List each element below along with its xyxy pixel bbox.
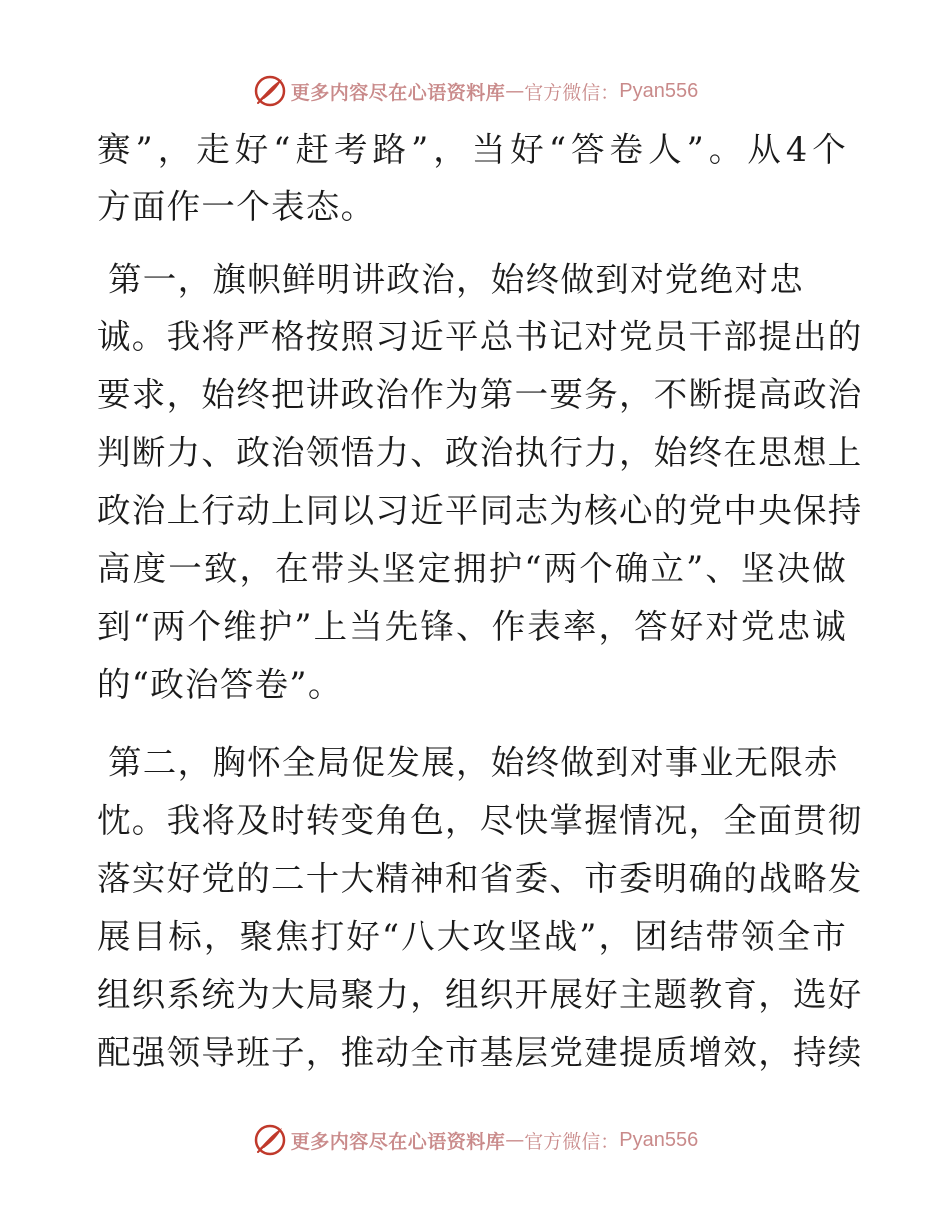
paragraph-heading-line: 第二，胸怀全局促发展，始终做到对事业无限赤 <box>108 743 839 782</box>
body-line: 组织系统为大局聚力，组织开展好主题教育，选好 <box>97 975 863 1014</box>
watermark-site-text: 更多内容尽在心语资料库 <box>290 1130 506 1153</box>
body-line: 忱。我将及时转变角色，尽快掌握情况，全面贯彻 <box>97 801 863 840</box>
body-line: 高度一致，在带头坚定拥护“两个确立”、坚决做 <box>97 549 847 588</box>
body-line: 要求，始终把讲政治作为第一要务，不断提高政治 <box>97 375 863 414</box>
body-line: 展目标，聚焦打好“八大攻坚战”，团结带领全市 <box>97 917 847 956</box>
body-line: 配强领导班子，推动全市基层党建提质增效，持续 <box>97 1033 863 1072</box>
body-line: 政治上行动上同以习近平同志为核心的党中央保持 <box>97 491 863 530</box>
body-line: 方面作一个表态。 <box>97 187 376 226</box>
body-line: 到“两个维护”上当先锋、作表率，答好对党忠诚 <box>97 607 847 646</box>
body-line: 落实好党的二十大精神和省委、市委明确的战略发 <box>97 859 863 898</box>
body-line: 赛”，走好“赶考路”，当好“答卷人”。从4个 <box>97 130 847 169</box>
footer-watermark <box>0 1120 950 1160</box>
paragraph-heading-line: 第一，旗帜鲜明讲政治，始终做到对党绝对忠 <box>108 260 804 299</box>
watermark-dash: — <box>505 1129 525 1151</box>
quill-logo-icon <box>252 1122 288 1158</box>
watermark-site-text: 更多内容尽在心语资料库 <box>290 81 506 104</box>
watermark-wechat-id: Pyan556 <box>619 79 699 102</box>
body-line: 诚。我将严格按照习近平总书记对党员干部提出的 <box>97 317 863 356</box>
watermark-wechat-label: 官方微信： <box>524 81 620 104</box>
quill-logo-icon <box>252 73 288 109</box>
watermark-wechat-label: 官方微信： <box>524 1130 620 1153</box>
watermark-dash: — <box>505 80 525 102</box>
body-line: 的“政治答卷”。 <box>97 665 343 704</box>
watermark-wechat-id: Pyan556 <box>619 1128 699 1151</box>
body-line: 判断力、政治领悟力、政治执行力，始终在思想上 <box>97 433 863 472</box>
header-watermark <box>0 71 950 111</box>
